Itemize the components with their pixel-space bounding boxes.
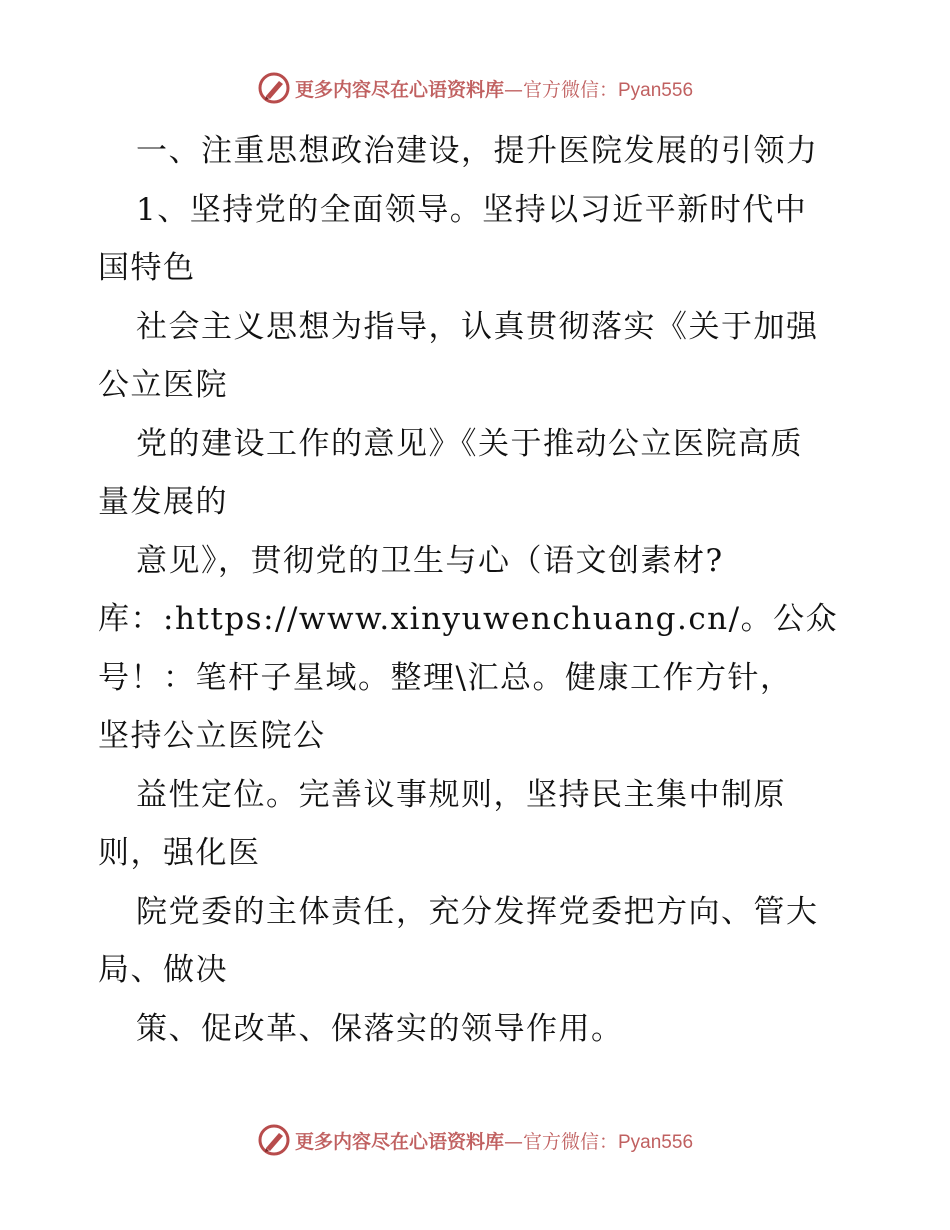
text-line: 量发展的: [98, 484, 228, 520]
watermark-header: [0, 68, 950, 108]
text-line: 一、注重思想政治建设，提升医院发展的引领力: [136, 133, 819, 169]
text-line: 库：:https://www.xinyuwenchuang.cn/。公众: [98, 601, 839, 637]
text-line: 策、促改革、保落实的领导作用。: [136, 1010, 624, 1047]
pen-logo-icon: [257, 71, 291, 105]
watermark-main: 更多内容尽在心语资料库: [294, 78, 504, 101]
text-line: 局、做决: [98, 952, 228, 988]
text-line: 益性定位。完善议事规则，坚持民主集中制原: [136, 776, 786, 813]
text-line: 坚持公立医院公: [98, 718, 326, 754]
watermark-footer: [0, 1120, 950, 1160]
text-line: 意见》，贯彻党的卫生与心（语文创素材?: [136, 542, 724, 579]
watermark-dash: —: [503, 1130, 523, 1153]
text-line: 号！：笔杆子星域。整理\汇总。健康工作方针，: [98, 659, 793, 696]
watermark-text: [295, 1127, 693, 1154]
text-line: 国特色: [98, 250, 196, 286]
text-line: 则，强化医: [98, 835, 261, 871]
text-line: 党的建设工作的意见》《关于推动公立医院高质: [136, 425, 803, 462]
watermark-text: [295, 75, 693, 102]
watermark-wechat-label: 官方微信：: [522, 78, 618, 101]
text-line: 公立医院: [98, 367, 228, 403]
watermark-dash: —: [503, 78, 523, 101]
watermark-wechat-label: 官方微信：: [522, 1130, 618, 1153]
text-line: 院党委的主体责任，充分发挥党委把方向、管大: [136, 893, 819, 930]
text-line: 1、坚持党的全面领导。坚持以习近平新时代中: [136, 191, 808, 228]
watermark-wechat-id: Pyan556: [618, 1131, 694, 1153]
watermark-wechat-id: Pyan556: [618, 79, 694, 101]
watermark-main: 更多内容尽在心语资料库: [294, 1130, 504, 1153]
text-line: 社会主义思想为指导，认真贯彻落实《关于加强: [136, 308, 819, 345]
pen-logo-icon: [257, 1123, 291, 1157]
document-body: [98, 122, 858, 1058]
